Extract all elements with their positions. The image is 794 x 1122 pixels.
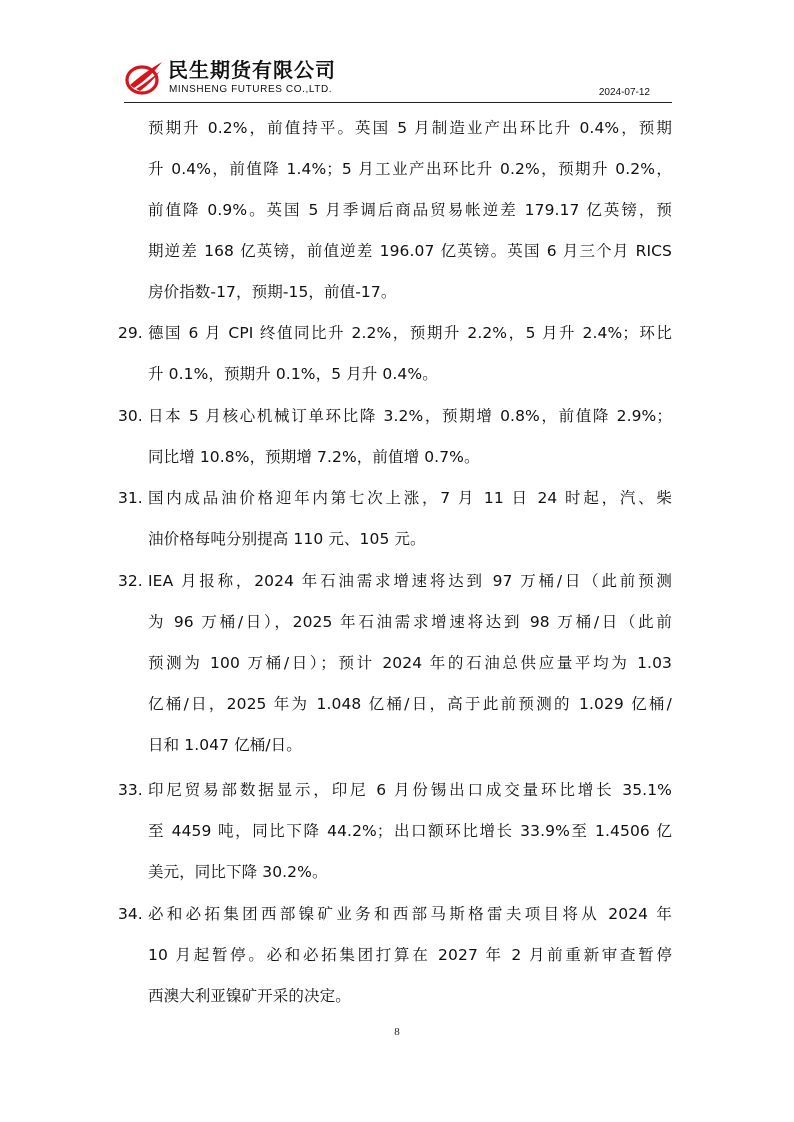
paragraph-line: 房价指数-17，预期-15，前值-17。 bbox=[148, 283, 397, 301]
item-number: 31. bbox=[118, 489, 143, 507]
item-number: 29. bbox=[118, 324, 143, 342]
report-date: 2024-07-12 bbox=[598, 87, 650, 98]
item-number: 33. bbox=[118, 781, 143, 799]
item-line: 升 0.1%，预期升 0.1%，5 月升 0.4%。 bbox=[148, 365, 438, 383]
item-line: 油价格每吨分别提高 110 元、105 元。 bbox=[148, 530, 426, 548]
item-number: 30. bbox=[118, 407, 143, 425]
item-line: 同比增 10.8%，预期增 7.2%，前值增 0.7%。 bbox=[148, 448, 480, 466]
paragraph-line: 前值降 0.9%。英国 5 月季调后商品贸易帐逆差 179.17 亿英镑，预 bbox=[148, 201, 672, 219]
item-line: 预测为 100 万桶/日）；预计 2024 年的石油总供应量平均为 1.03 bbox=[148, 654, 672, 672]
item-line: 必和必拓集团西部镍矿业务和西部马斯格雷夫项目将从 2024 年 bbox=[148, 905, 672, 923]
item-line: 德国 6 月 CPI 终值同比升 2.2%，预期升 2.2%，5 月升 2.4%；环比 bbox=[148, 324, 672, 342]
item-line: 至 4459 吨，同比下降 44.2%；出口额环比增长 33.9%至 1.4506 亿 bbox=[148, 822, 672, 840]
item-line: 美元，同比下降 30.2%。 bbox=[148, 863, 328, 881]
paragraph-line: 预期升 0.2%，前值持平。英国 5 月制造业产出环比升 0.4%，预期 bbox=[148, 119, 672, 137]
page-number: 8 bbox=[394, 1026, 400, 1038]
item-line: 10 月起暂停。必和必拓集团打算在 2027 年 2 月前重新审查暂停 bbox=[148, 946, 672, 964]
item-line: 西澳大利亚镍矿开采的决定。 bbox=[148, 987, 351, 1005]
company-name-cn: 民生期货有限公司 bbox=[168, 58, 336, 82]
company-name-en: MINSHENG FUTURES CO.,LTD. bbox=[169, 84, 333, 95]
item-number: 32. bbox=[118, 572, 143, 590]
item-line: 亿桶/日，2025 年为 1.048 亿桶/日，高于此前预测的 1.029 亿桶/ bbox=[148, 695, 672, 713]
paragraph-line: 期逆差 168 亿英镑，前值逆差 196.07 亿英镑。英国 6 月三个月 RICS bbox=[148, 242, 672, 260]
minsheng-logo-icon bbox=[124, 58, 164, 96]
item-line: 印尼贸易部数据显示，印尼 6 月份锡出口成交量环比增长 35.1% bbox=[148, 781, 672, 799]
item-line: 国内成品油价格迎年内第七次上涨，7 月 11 日 24 时起，汽、柴 bbox=[148, 489, 672, 507]
page-header bbox=[124, 56, 672, 103]
item-line: 日和 1.047 亿桶/日。 bbox=[148, 736, 302, 754]
item-line: 日本 5 月核心机械订单环比降 3.2%，预期增 0.8%，前值降 2.9%； bbox=[148, 407, 672, 425]
item-number: 34. bbox=[118, 905, 143, 923]
item-line: IEA 月报称，2024 年石油需求增速将达到 97 万桶/日（此前预测 bbox=[148, 572, 672, 590]
item-line: 为 96 万桶/日），2025 年石油需求增速将达到 98 万桶/日（此前 bbox=[148, 613, 672, 631]
paragraph-line: 升 0.4%，前值降 1.4%；5 月工业产出环比升 0.2%，预期升 0.2%， bbox=[148, 160, 672, 178]
